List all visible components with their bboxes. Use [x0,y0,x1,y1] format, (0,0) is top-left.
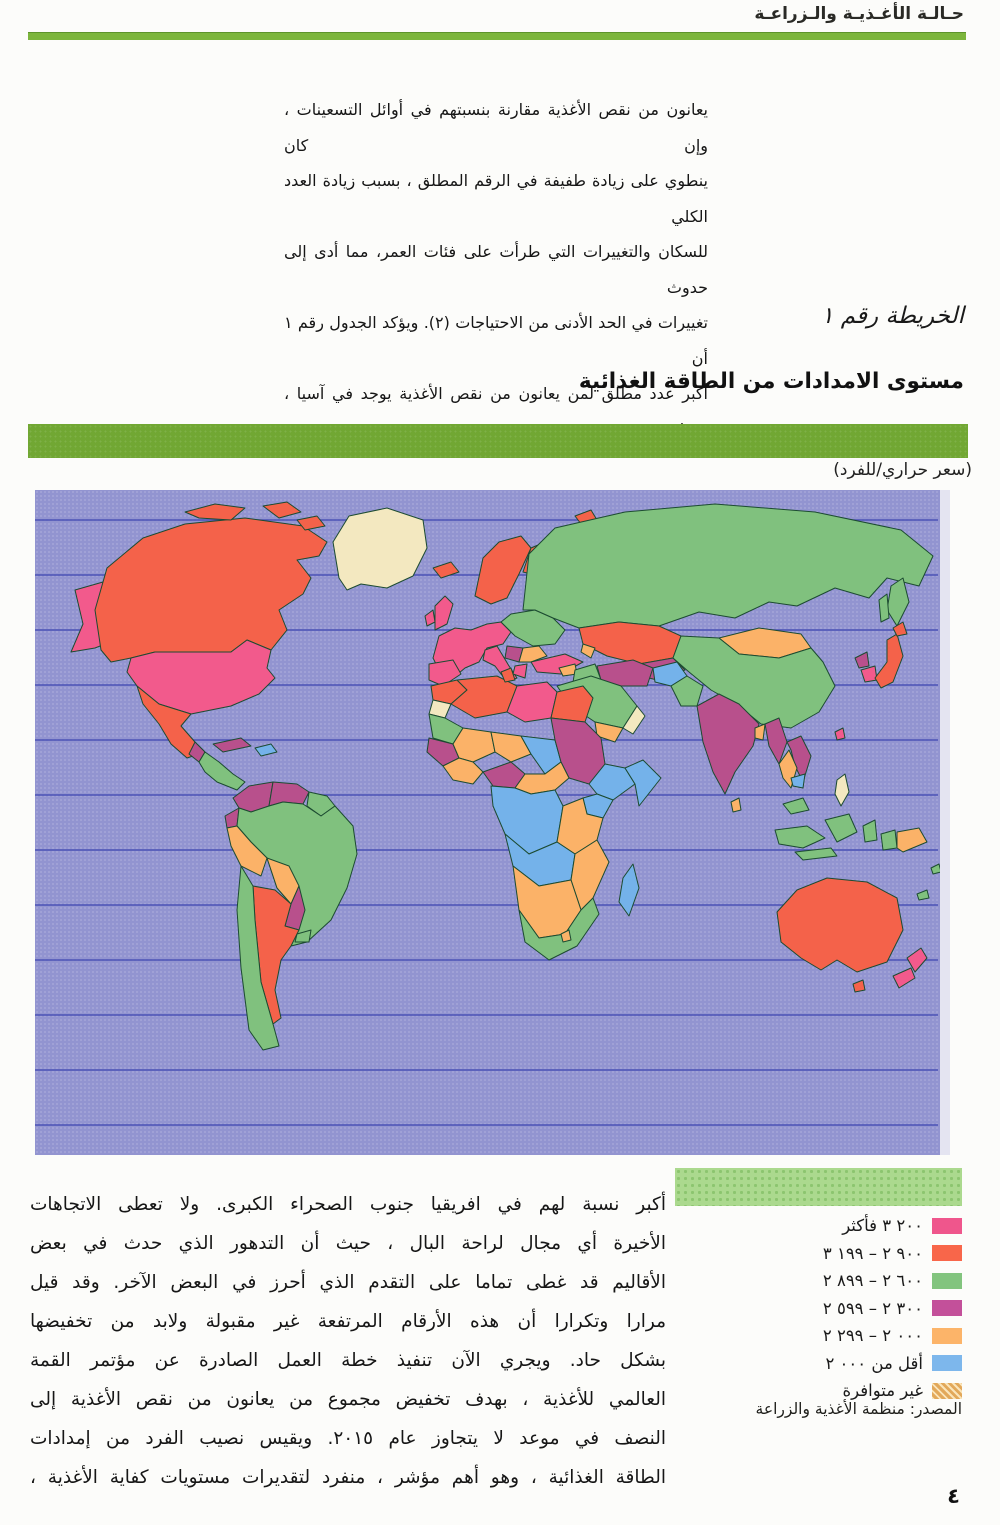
world-map-figure [35,490,950,1155]
legend-swatch-not-available [932,1383,962,1399]
body-paragraph: أكبر نسبة لهم في افريقيا جنوب الصحراء الكبرى. ولا تعطى الاتجاهات الأخيرة أي مجال لراحة البال ، حيث أن التدهور الذي حدث في بعض الأقاليم قد غطى تماما على التقدم الذي أحرز في البعض الآخر. وقد قيل مرارا وتكرارا أن هذه الأرقام المرتفعة غير مقبولة ولابد من تخفيضها بشكل حاد. ويجري الآن تنفيذ خطة العمل الصادرة عن مؤتمر القمة العالمي للأغذية ، بهدف تخفيض مجموع من يعانون من نقص الأغذية إلى النصف في موعد لا يتجاوز عام ٢٠١٥. ويقيس نصيب الفرد من إمدادات الطاقة الغذائية ، وهو أهم مؤشر ، منفرد لتقديرات مستويات كفاية الأغذية ، [30,1194,666,1488]
region-canada [95,518,327,662]
intro-paragraph: يعانون من نقص الأغذية مقارنة بنسبتهم في أوائل التسعينات ، وإن كان ينطوي على زيادة طفيفة في الرقم المطلق ، بسبب زيادة العدد الكلي للسكان والتغييرات التي طرأت على فئات العمر، مما أدى إلى حدوث تغييرات في الحد الأدنى من الاحتياجات (٢). ويؤكد الجدول رقم ١ أن أكبر عدد مطلق لمن يعانون من نقص الأغذية يوجد في آسيا ، [284,100,708,403]
region-borneo [825,814,857,842]
region-egypt [551,686,593,722]
map-number-heading: الخريطة رقم ١ [821,303,964,329]
legend-swatch-2900-3199 [932,1245,962,1261]
region-australia [777,878,903,972]
region-sumatra [775,826,825,848]
map-right-edge-strip [940,490,950,1155]
section-green-bar [28,424,968,458]
legend-label: ٢ ٣٠٠ – ٢ ٥٩٩ [822,1298,923,1318]
region-sulawesi [863,820,877,842]
legend-label: ٢ ٦٠٠ – ٢ ٨٩٩ [822,1271,923,1291]
region-madagascar [619,864,639,916]
running-header: حـالـة الأغـذيـة والـزراعـة [754,4,964,24]
legend-green-bar [675,1168,962,1206]
legend-row [712,1267,962,1295]
legend-swatch-2000-2299 [932,1328,962,1344]
region-uk [435,596,453,630]
region-central-america [199,752,245,790]
region-japan [875,634,903,688]
header-green-rule [28,32,966,40]
legend-row [712,1240,962,1268]
region-west-new-guinea [881,830,897,850]
legend-label: ٢ ٩٠٠ – ٣ ١٩٩ [822,1243,923,1263]
legend-row [712,1350,962,1378]
region-tasmania [853,980,865,992]
legend-label: ٣ ٢٠٠ فأكثر [842,1216,923,1236]
map-unit-caption: (سعر حراري/للفرد) [833,460,972,480]
world-map-svg [35,490,950,1155]
region-kazakhstan [579,622,681,664]
region-north-korea [855,652,869,668]
legend-swatch-2600-2899 [932,1273,962,1289]
region-ireland [425,610,435,626]
region-mali [453,728,495,762]
landmasses [71,502,941,1050]
page-number: ٤ [947,1484,960,1508]
region-png [897,828,927,852]
region-scandinavia [475,536,531,604]
region-south-korea [861,666,877,682]
region-sakhalin [879,594,889,622]
legend-label: أقل من ٢ ٠٠٠ [825,1353,923,1373]
source-note: المصدر: منظمة الأغذية والزراعة [755,1400,962,1418]
region-russia [523,504,933,628]
region-arctic-islands-2 [263,502,301,518]
map-legend [712,1212,962,1405]
region-hokkaido [893,622,907,636]
region-hispaniola [255,744,277,756]
legend-label: غير متوافرة [842,1381,923,1401]
region-sri-lanka [731,798,741,812]
region-greenland [333,508,427,590]
legend-row [712,1295,962,1323]
legend-swatch-3200-plus [932,1218,962,1234]
region-new-zealand-south [893,968,915,988]
region-malaysia [783,798,809,814]
legend-swatch-2300-2599 [932,1300,962,1316]
map-title: مستوى الامدادات من الطاقة الغذائية [578,369,964,394]
legend-label: ٢ ٠٠٠ – ٢ ٢٩٩ [822,1326,923,1346]
legend-swatch-below-2000 [932,1355,962,1371]
region-philippines [835,774,849,806]
legend-row [712,1212,962,1240]
region-new-caledonia [917,890,929,900]
legend-row [712,1322,962,1350]
region-arctic-islands-1 [185,504,245,520]
region-kamchatka [887,578,909,626]
region-taiwan [835,728,845,740]
